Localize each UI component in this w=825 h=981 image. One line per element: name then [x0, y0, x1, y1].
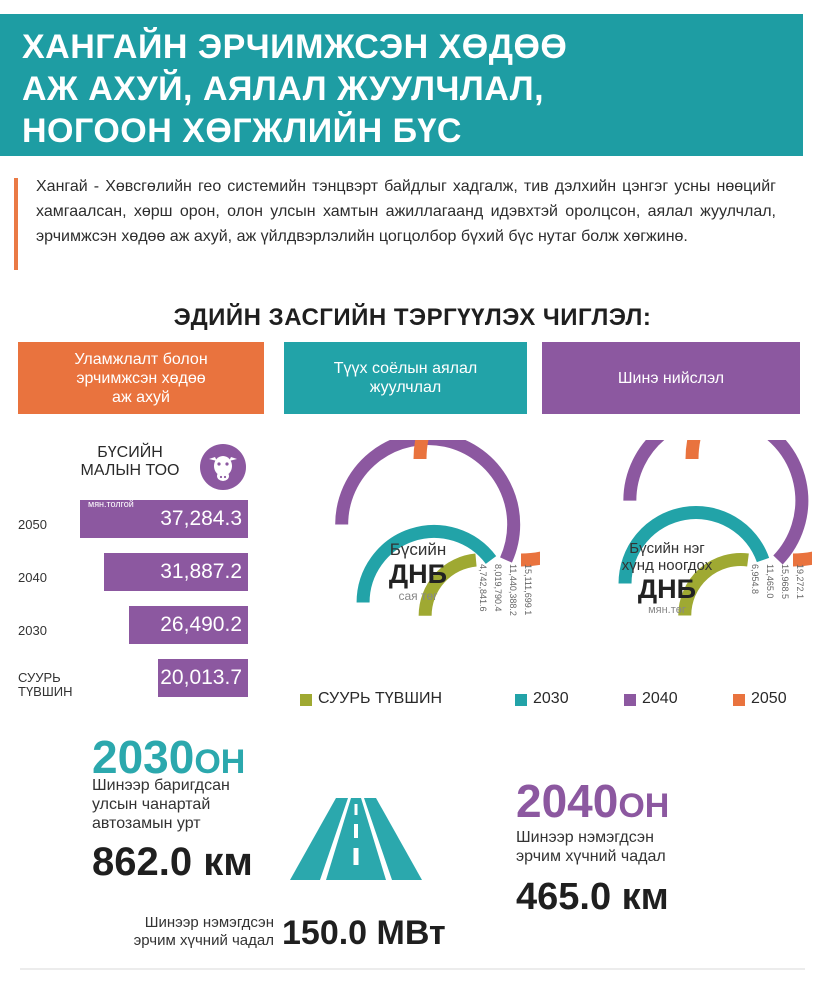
header-title-line-1: ХАНГАЙН ЭРЧИМЖСЭН ХӨДӨӨ — [22, 28, 568, 66]
radial-value-label: 15,968.5 — [780, 564, 790, 600]
regional-gdp-title-line-2: ДНБ — [388, 559, 448, 589]
year-2030-suffix: ОН — [194, 743, 246, 781]
livestock-year-label-line: ТҮВШИН — [18, 684, 73, 699]
radial-value-label: 6,954.8 — [750, 564, 760, 595]
legend-label-2030: 2030 — [533, 690, 569, 707]
livestock-unit-label: мян.толгой — [88, 499, 134, 509]
category-agriculture-line-2: эрчимжсэн хөдөө — [76, 369, 206, 387]
energy-2040-description-line-1: Шинээр нэмэгдсэн — [516, 829, 654, 846]
header-title-line-2: АЖ АХУЙ, АЯЛАЛ ЖУУЛЧЛАЛ, — [22, 70, 545, 108]
category-agriculture-line-3: аж ахуй — [112, 388, 170, 406]
gdp-per-capita-center-label — [612, 540, 722, 617]
footer-divider — [20, 968, 805, 970]
livestock-chart-title-line-2: МАЛЫН ТОО — [80, 462, 180, 479]
road-length-value: 862.0 км — [92, 840, 253, 884]
radial-value-label: 4,742,841.6 — [478, 564, 488, 612]
road-description-line-1: Шинээр баригдсан — [92, 777, 230, 794]
regional-gdp-center-label — [368, 540, 468, 603]
energy-2040-value: 465.0 км — [516, 876, 669, 918]
energy-2040-description-line-2: эрчим хүчний чадал — [516, 848, 666, 865]
category-agriculture — [18, 342, 264, 414]
livestock-year-label — [18, 571, 47, 585]
livestock-year-label — [18, 624, 47, 638]
section-title: ЭДИЙН ЗАСГИЙН ТЭРГҮҮЛЭХ ЧИГЛЭЛ: — [173, 304, 652, 331]
radial-value-label: 15,111,699.1 — [523, 564, 533, 616]
livestock-bar-value: 26,490.2 — [160, 613, 242, 636]
category-agriculture-line-1: Уламжлалт болон — [74, 350, 208, 368]
header-title-line-3: НОГООН ХӨГЖЛИЙН БҮС — [22, 112, 462, 150]
livestock-year-label — [18, 671, 73, 699]
category-new-capital-line-1: Шинэ нийслэл — [617, 369, 725, 387]
intro-accent-bar — [14, 178, 18, 270]
energy-2030-description — [92, 914, 274, 950]
category-tourism-line-1: Түүх соёлын аялал — [333, 360, 478, 377]
livestock-bar-value: 31,887.2 — [160, 560, 242, 583]
radial-value-label: 11,465.0 — [765, 564, 775, 599]
livestock-year-label-line: 2050 — [18, 517, 47, 532]
livestock-year-label-line: 2040 — [18, 570, 47, 585]
category-tourism-line-2: жуулчлал — [369, 379, 442, 396]
energy-2030-description-line-1: Шинээр нэмэгдсэн — [144, 914, 274, 931]
legend-label-2040: 2040 — [642, 690, 678, 707]
gdp-per-capita-title-line-2: хүнд ноогдох — [621, 557, 713, 574]
year-2040-number: 2040 — [516, 775, 619, 827]
livestock-year-label — [18, 518, 47, 532]
radial-value-label: 8,019,790.4 — [493, 564, 503, 612]
road-description-line-3: автозамын урт — [92, 815, 201, 832]
radial-value-label: 11,440,388.2 — [508, 564, 518, 616]
livestock-chart-title-line-1: БҮСИЙН — [97, 444, 163, 461]
header-banner — [0, 14, 803, 156]
legend-label-2050: 2050 — [751, 690, 787, 707]
legend-swatch-2050 — [733, 694, 745, 706]
livestock-bar-value: 20,013.7 — [160, 666, 242, 689]
energy-2030-value: 150.0 МВт — [282, 914, 446, 952]
road-description — [92, 776, 292, 833]
livestock-year-label-line: 2030 — [18, 623, 47, 638]
year-2040-heading — [516, 774, 669, 828]
gdp-per-capita-unit: мян.төг — [648, 604, 686, 616]
regional-gdp-unit: сая төг — [398, 589, 438, 603]
legend-label-base: СУУРЬ ТҮВШИН — [318, 690, 443, 707]
legend-swatch-2030 — [515, 694, 527, 706]
regional-gdp-title-line-1: Бүсийн — [389, 540, 447, 559]
road-description-line-2: улсын чанартай — [92, 796, 211, 813]
gdp-per-capita-title-line-1: Бүсийн нэг — [629, 540, 705, 557]
year-2040-suffix: ОН — [618, 787, 670, 825]
category-tourism — [284, 342, 527, 414]
energy-2030-description-line-2: эрчим хүчний чадал — [133, 932, 274, 949]
cow-icon — [200, 444, 246, 490]
category-new-capital — [542, 342, 800, 414]
gdp-per-capita-title-line-3: ДНБ — [637, 574, 697, 604]
year-2030-number: 2030 — [92, 731, 195, 783]
legend-swatch-base — [300, 694, 312, 706]
intro-paragraph: Хангай - Хөвсгөлийн гео системийн тэнцвэрт байдлыг хадгалж, тив дэлхийн цэнгэг усны нөөцийг хамгаалсан, хөрш орон, олон улсын хамтын ажиллагаанд идэвхтэй оролцсон, аялал жуулчлал, эрчимжсэн хөдөө аж ахуй, аж үйлдвэрлэлийн цогцолбор бүхий бүс нутаг болж хөгжинө. — [36, 178, 776, 245]
livestock-year-label-line: СУУРЬ — [18, 670, 61, 685]
livestock-chart-title — [60, 444, 200, 480]
livestock-bar-value: 37,284.3 — [160, 507, 242, 530]
road-icon — [290, 798, 422, 885]
legend-swatch-2040 — [624, 694, 636, 706]
energy-2040-description — [516, 828, 736, 866]
radial-value-label: 19,272.1 — [795, 564, 805, 600]
